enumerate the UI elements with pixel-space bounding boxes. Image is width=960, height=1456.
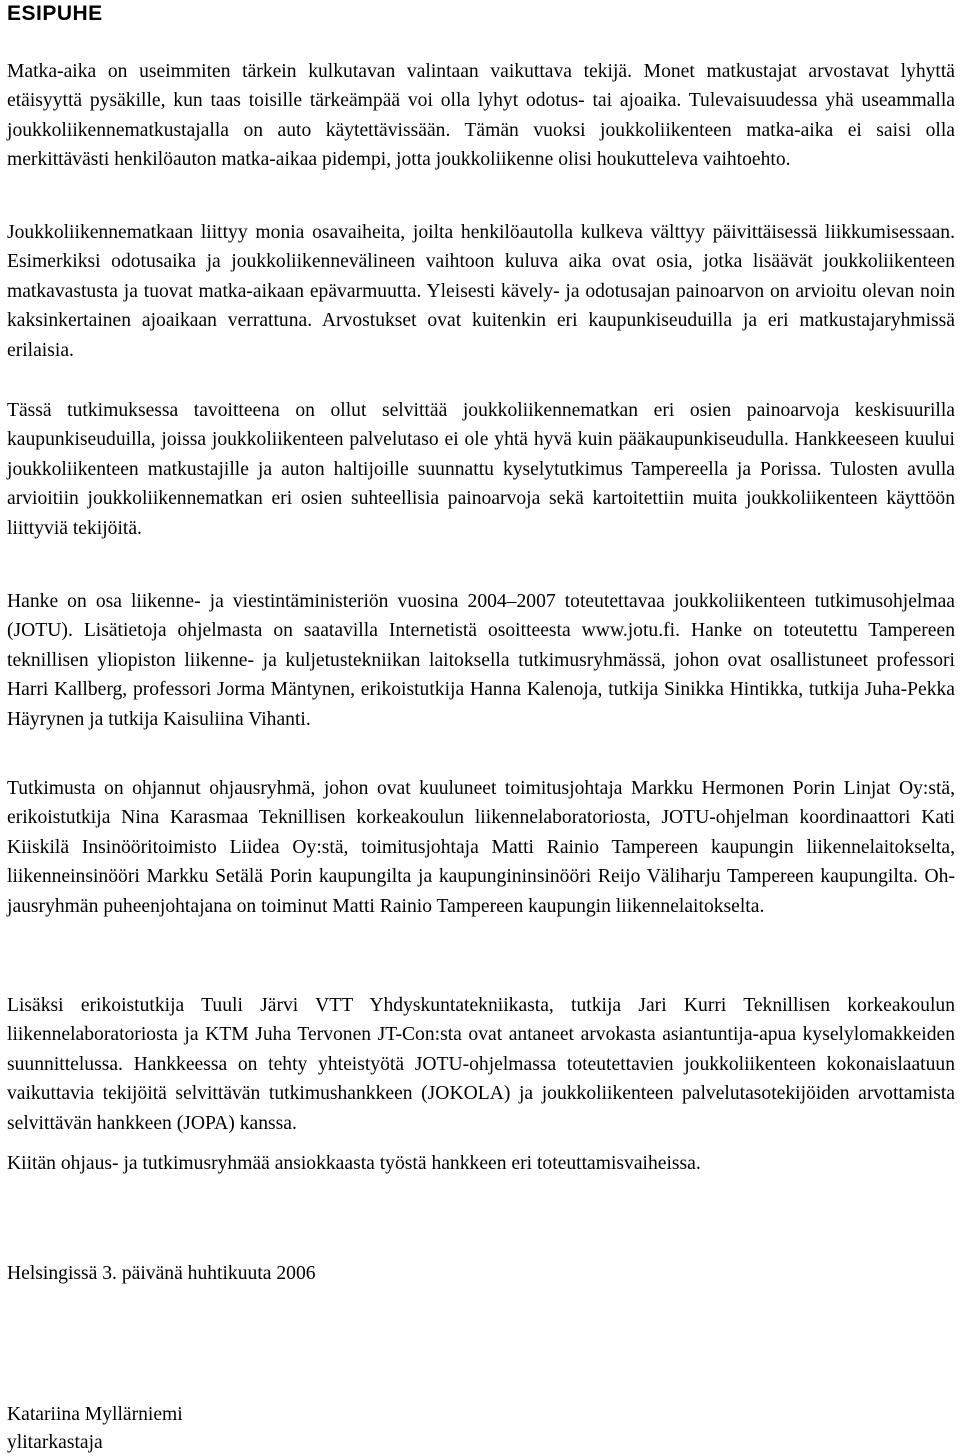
signatory-name: Katariina Myllärniemi [7, 1404, 183, 1425]
paragraph-experts: Lisäksi erikoistutkija Tuuli Järvi VTT Yhdyskuntatekniikasta, tutkija Jari Kurri Teknillisen korkeakoulun liikennelaboratoriosta ja KTM Juha Tervonen JT-Con:sta ovat antaneet arvokasta asiantuntija-apua kyselylomakkeiden suunnittelussa. Hankkeessa on tehty yhteistyötä JOTU-ohjelmassa toteutettavien joukkoliikenteen kokonaislaatuun vaikuttavia tekijöitä selvittävän tutkimushankkeen (JOKOLA) ja joukkoliikenteen palvelutasotekijöiden arvottamista selvittävän hankkeen (JOPA) kanssa. [7, 995, 955, 1134]
place-and-date: Helsingissä 3. päivänä huhtikuuta 2006 [7, 1263, 316, 1284]
paragraph-travel-time: Matka-aika on useimmiten tärkein kulkutavan valintaan vaikuttava tekijä. Monet matkustajat arvostavat lyhyttä etäisyyttä pysäkille, kun taas toisille tärkeämpää voi olla lyhyt odotus- tai ajoaika. Tulevaisuudessa yhä useammalla joukkoliikennematkustajalla on auto käytettävissään. Tämän vuoksi joukkoliikenteen matka-aika ei saisi olla merkittävästi henkilöauton matka-aikaa pidempi, jotta joukkoliikenne olisi houkutteleva vaihtoehto. [7, 61, 955, 171]
paragraph-project-team: Hanke on osa liikenne- ja viestintäministeriön vuosina 2004–2007 toteutettavaa joukkoliikenteen tutkimusohjelmaa (JOTU). Lisätietoja ohjelmasta on saatavilla Internetistä osoitteesta www.jotu.fi. Hanke on toteutettu Tampereen teknillisen yliopiston liikenne- ja kuljetustekniikan laitoksella tutkimusryhmässä, johon ovat osallistuneet professori Harri Kallberg, professori Jorma Mäntynen, erikoistutkija Hanna Kalenoja, tutkija Sinikka Hintikka, tutkija Juha-Pekka Häyrynen ja tutkija Kaisuliina Vihanti. [7, 591, 955, 730]
page-title: ESIPUHE [7, 2, 103, 25]
paragraph-thanks: Kiitän ohjaus- ja tutkimusryhmää ansiokkaasta työstä hankkeen eri toteuttamisvaiheissa. [7, 1153, 701, 1174]
paragraph-trip-stages: Joukkoliikennematkaan liittyy monia osavaiheita, joilta henkilöautolla kulkeva välttyy päivittäisessä liikkumisessaan. Esimerkiksi odotusaika ja joukkoliikennevälineen vaihtoon kuluva aika ovat osia, jotka lisäävät joukkoliikenteen matkavastusta ja tuovat matka-aikaan epävarmuutta. Yleisesti kävely- ja odotusajan painoarvon on arvioitu olevan noin kaksinkertainen ajoaikaan verrattuna. Arvostukset ovat kuitenkin eri kaupunkiseuduilla ja eri matkustajaryhmissä erilaisia. [7, 222, 955, 361]
paragraph-study-goal: Tässä tutkimuksessa tavoitteena on ollut selvittää joukkoliikennematkan eri osien painoarvoja keskisuurilla kaupunkiseuduilla, joissa joukkoliikenteen palvelutaso ei ole yhtä hyvä kuin pääkaupunkiseudulla. Hankkeeseen kuului joukkoliikenteen matkustajille ja auton haltijoille suunnattu kyselytutkimus Tampereella ja Porissa. Tulosten avulla arvioitiin joukkoliikennematkan eri osien suhteellisia painoarvoja sekä kartoitettiin muita joukkoliikenteen käyttöön liittyviä tekijöitä. [7, 400, 955, 539]
paragraph-steering-group: Tutkimusta on ohjannut ohjausryhmä, johon ovat kuuluneet toimitusjohtaja Markku Hermonen Porin Linjat Oy:stä, erikoistutkija Nina Karasmaa Teknillisen korkeakoulun liikennelaboratoriosta, JOTU-ohjelman koordinaattori Kati Kiiskilä Insinööritoimisto Liidea Oy:stä, toimitusjohtaja Matti Rainio Tampereen kaupungin liikennelaitokselta, liikenneinsinööri Markku Setälä Porin kaupungilta ja kaupungininsinööri Reijo Väliharju Tampereen kaupungilta. Ohjausryhmän puheenjohtajana on toiminut Matti Rainio Tampereen kaupungin liikennelaitokselta. [7, 778, 955, 917]
signatory-title: ylitarkastaja [7, 1432, 103, 1453]
